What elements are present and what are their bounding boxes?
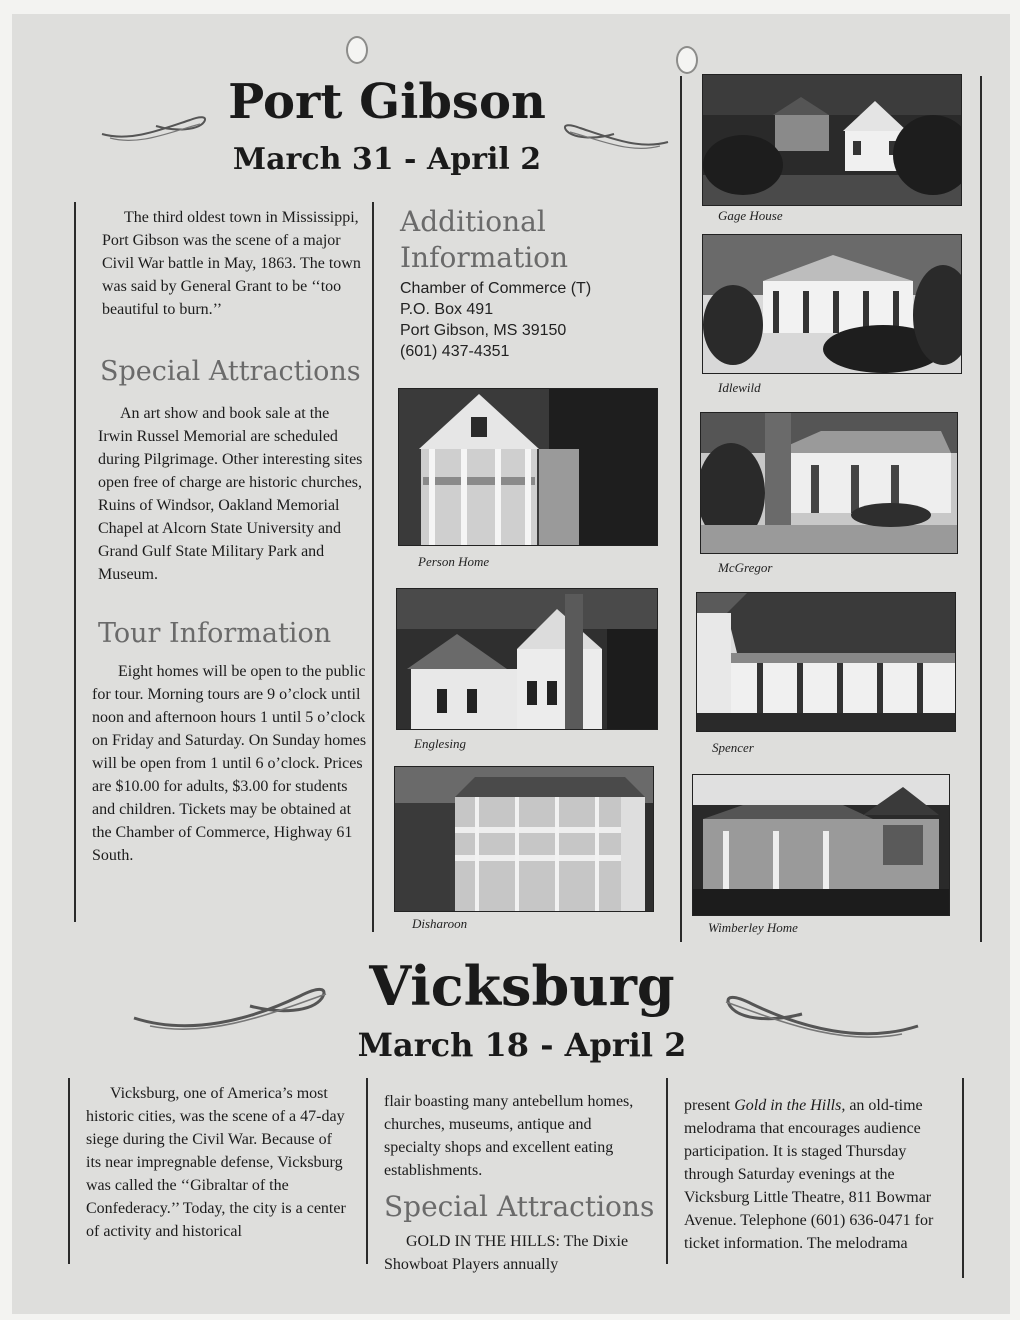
gage-house-photo (702, 74, 962, 206)
vicksburg-dates: March 18 - April 2 (357, 1026, 687, 1064)
vicksburg-col2-after: GOLD IN THE HILLS: The Dixie Showboat Players annually (384, 1233, 629, 1273)
contact-address (400, 278, 591, 362)
mcgregor-caption: McGregor (718, 560, 773, 575)
idlewild-caption: Idlewild (718, 380, 761, 395)
address-line: (601) 437-4351 (400, 343, 510, 360)
englesing-photo (396, 588, 658, 730)
idlewild-photo (702, 234, 962, 374)
special-attractions-paragraph: An art show and book sale at the Irwin Russel Memorial are scheduled during Pilgrimage. Other interesting sites open free of charge are historic churches, Ruins of Windsor, Oakland Memorial Chapel at Alcorn State University and Grand Gulf State Military Park and Museum. (98, 405, 363, 583)
additional-information-heading: Additional Information (400, 205, 569, 274)
swash-left-icon (130, 974, 330, 1044)
intro-paragraph: The third oldest town in Mississippi, Port Gibson was the scene of a major Civil War battle in May, 1863. The town was said by General Grant to be ‘‘too beautiful to burn.’’ (102, 209, 361, 318)
person-home-caption: Person Home (418, 554, 490, 569)
tour-information-paragraph: Eight homes will be open to the public for tour. Morning tours are 9 o’clock until noon and afternoon hours 1 until 5 o’clock on Friday and Saturday. On Sunday homes will be open from 1 until 6 o’clock. Prices are $10.00 for adults, $3.00 for students and children. Tickets may be obtained at the Chamber of Commerce, Highway 61 South. (92, 663, 367, 864)
column-rule (680, 76, 682, 942)
wimberley-home-caption: Wimberley Home (708, 920, 798, 935)
spencer-photo (696, 592, 956, 732)
gage-house-caption: Gage House (718, 208, 783, 223)
address-line: P.O. Box 491 (400, 301, 494, 318)
special-attractions-heading: Special Attractions (100, 356, 361, 387)
disharoon-caption: Disharoon (412, 916, 468, 931)
englesing-caption: Englesing (414, 736, 466, 751)
swash-right-icon (560, 110, 670, 160)
column-rule (366, 1078, 368, 1264)
column-rule (74, 202, 76, 922)
swash-left-icon (100, 102, 210, 152)
mcgregor-photo (700, 412, 958, 554)
vicksburg-special-attractions-heading: Special Attractions (384, 1190, 655, 1223)
tour-information-heading: Tour Information (98, 618, 332, 649)
punch-hole-left (346, 36, 368, 64)
address-line: Port Gibson, MS 39150 (400, 322, 567, 339)
column-rule (980, 76, 982, 942)
column-rule (962, 1078, 964, 1278)
vicksburg-col3: present Gold in the Hills, an old-time melodrama that encourages audience participation. It is staged Thursday through Saturday evenings at the Vicksburg Little Theatre, 811 Bowmar Avenue. Telephone (601) 636-0471 for ticket information. The melodrama (684, 1097, 934, 1252)
wimberley-home-photo (692, 774, 950, 916)
brochure-page (12, 14, 1010, 1314)
port-gibson-title: Port Gibson (228, 74, 546, 130)
vicksburg-col1: Vicksburg, one of America’s most historic cities, was the scene of a 47-day siege during the Civil War. Because of its near impregnable defense, Vicksburg was called the ‘‘Gibraltar of the Confederacy.’’ Today, the city is a center of activity and historical (86, 1085, 346, 1240)
person-home-photo (398, 388, 658, 546)
punch-hole-right (676, 46, 698, 74)
disharoon-photo (394, 766, 654, 912)
port-gibson-dates: March 31 - April 2 (232, 142, 542, 177)
address-line: Chamber of Commerce (T) (400, 280, 592, 297)
vicksburg-title: Vicksburg (369, 954, 675, 1018)
vicksburg-col2: flair boasting many antebellum homes, churches, museums, antique and specialty shops and excellent eating establishments. (384, 1093, 634, 1179)
column-rule (372, 202, 374, 932)
column-rule (68, 1078, 70, 1264)
swash-right-icon (712, 982, 922, 1052)
spencer-caption: Spencer (712, 740, 754, 755)
column-rule (666, 1078, 668, 1264)
